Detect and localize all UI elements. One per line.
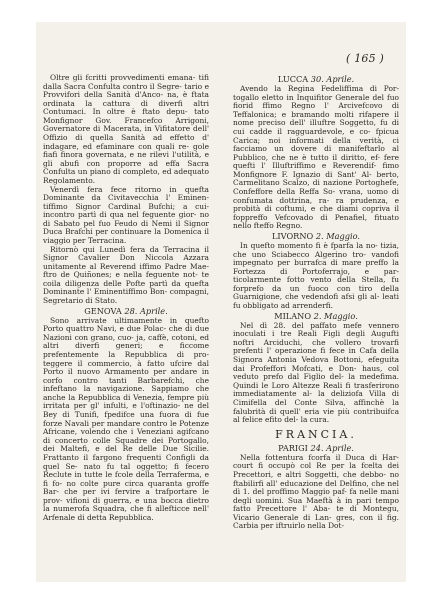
article-paragraph: In quefto momento fi è fparfa la no- tizia, che uno Sciabecco Algerino tro- vandofi impegnato per burrafca di mare preffo la Fortezza di Portoferrajo, e par- ticolarmente fotto vento della Stella, fu forprefo da un fuoco con tiro della Guarnigione, che vedendofi afsi gli al- leati fu obbligato ad arrenderfi.: [233, 241, 399, 311]
left-column: [43, 74, 209, 523]
right-column: [233, 74, 399, 531]
dateline-milano: [233, 312, 399, 321]
page-number: ( 165 ): [346, 52, 384, 65]
article-paragraph: Oltre gli fcritti provvedimenti emana- tifi dalla Sacra Confulta contro il Segre- tario e Provvifori della Sanità d'Anco- na, è ftata ordinata la cattura di diverfi altri Contumaci. In oltre è ftato depu- tato Monfignor Gov. Francefco Arrigoni, Governatore di Macerata, in Vifitatore dell' Offizio di quella Sanità ad effetto d' indagare, ed efaminare con quali re- gole fiafi finora governata, e ne rilevi l'utilità, e gli abufi con proporre ad effa Sacra Confulta un piano di completo, ed adequato Regolamento.: [43, 73, 209, 185]
dateline-date: 24. Aprile.: [310, 442, 354, 453]
dateline-date: 2. Maggio.: [313, 310, 358, 321]
article-paragraph: Ritornò qui Lunedì fera da Terracina il Signor Cavalier Don Niccola Azzara unitamente al Reverend iffimo Padre Mae- ftro de Quiñones; e nella feguente not- te coila diligenza delle Pofte partì da quefta Dominante l' Eminentiffimo Bon- compagni, Segretario di Stato.: [43, 244, 209, 306]
dateline-city: MILANO: [274, 310, 312, 321]
dateline-date: 30. Aprile.: [310, 74, 355, 84]
article-paragraph: Nel dì 28. del paffato mefe vennero inoculati i tre Reali Figli degli Augufti noftri Arciduchi, che vollero trovarfi prefenti l' operazione fi fece in Cafa della Signora Antonia Vedova Bottoni, efeguita dai Profeffori Mofcati, e Don- haus, col veduto prefo dal Figlio del- la medefima. Quindi le Loro Altezze Reali fi trasferirono immediatamente al- la deliziofa Villa di Cimifella del Conte Silva, affinchè la falubrità di quell' eria vie più contribuifca al felice efito del- la cura.: [233, 320, 399, 425]
newspaper-page: [36, 22, 406, 582]
section-title-francia: FRANCIA.: [275, 427, 357, 441]
dateline-date: 2. Maggio.: [315, 230, 360, 241]
article-paragraph: Avendo la Regina Fedeliffima di Por- togallo eletto in Inquifitor Generale del fuo fiorid ffimo Regno l' Arcivefcovo di Teffalonica; e bramando molti rifapere il nome preciso dell' illuftre Soggetto, fu di cui cadde il ragguardevole, e co- fpicua Carica; noi informati della verità, ci facciamo un dovere di manifeftarlo al Pubblico, che ne è tutto il diritto, ef- fere quefti l' Illuftriffimo e Reverendif- fimo Monfignore F. Ignazio di Sant' Al- berto, Carmelitano Scalzo, di nazione Portoghefe, Confeffore della Reffa So- vrana, uomo di confumata dottrina, ra- ra prudenza, e probità di coftumi, e che diami copriva il foppreffo Vefcovado di Penafiel, fituato nello fteffo Regno.: [233, 84, 399, 231]
dateline-city: GENOVA: [84, 305, 122, 316]
dateline-city: LIVORNO: [272, 230, 314, 241]
dateline-city: LUCCA: [277, 74, 309, 84]
dateline-date: 28. Aprile.: [124, 305, 168, 316]
dateline-lucca: [233, 75, 399, 84]
article-paragraph: Nella fottentura fcorfa il Duca di Har- court fi occupò col Re per la fcelta dei Precettori, e altri Soggetti, che debbo- no ftabilirfi all' educazione del Delfino, che nel dì 1. del proffimo Maggio paf- fa nelle mani degli uomini. Sua Maeftà à in pari tempo fatto Precettore l' Aba- te di Montegu, Vicario Generale di Lan- gres, con il fig. Carbia per iftruirlo nella Dot-: [233, 452, 399, 531]
dateline-genova: [43, 307, 209, 316]
article-paragraph: Sono arrivate ultimamente in quefto Porto quattro Navi, e due Polac- che di due Nazioni con grano, cuo- ja, caffè, cotoni, ed altri diverfi generi; e ficcome prefentemente la Repubblica di pro- teggere il commercio, à fatto ufcire dal Porto il nuovo Armamento per andare in corfo contro tanti Barbarefchi, che infeftano la navigazione. Sappiamo che anche la Repubblica di Venezia, fempre più irritata per gl' infulti, e l'oftinazio- ne del Bey di Tunifi, fpedifce una fuora di fue forze Navali per mandare contro le Potenze Africane, volendo che i Veneziani agifcano di concerto colle Squadre dei Portogallo, dei Maltefi, e del Re delle Due Sicilie. Frattanto il fargono frequenti Configli da quel Se- nato fu tal oggetto; fi fecero Reclute in tutte le fcole della Terraferma, e fi fo- no colte pure circa quaranta groffe Bar- che per ivi fervire a trafportare le prov- vifioni di guerra, e una bocca dietro la numerofa Squadra, che fi allefticce nell' Arfenale di detta Repubblica.: [43, 315, 209, 522]
article-paragraph: Venerdì fera fece ritorno in quefta Dominante da Civitavecchia l' Eminen- tiffimo Signor Cardinal Bufchi; a cui- incontro partì di qua nel feguente gior- no di Sabato pel fuo Feudo di Nemi il Signor Duca Brafchi per continuare la Domenica il viaggio per Terracina.: [43, 184, 209, 245]
dateline-parigi: [233, 444, 399, 453]
dateline-city: PARIGI: [278, 442, 308, 453]
dateline-livorno: [233, 232, 399, 241]
